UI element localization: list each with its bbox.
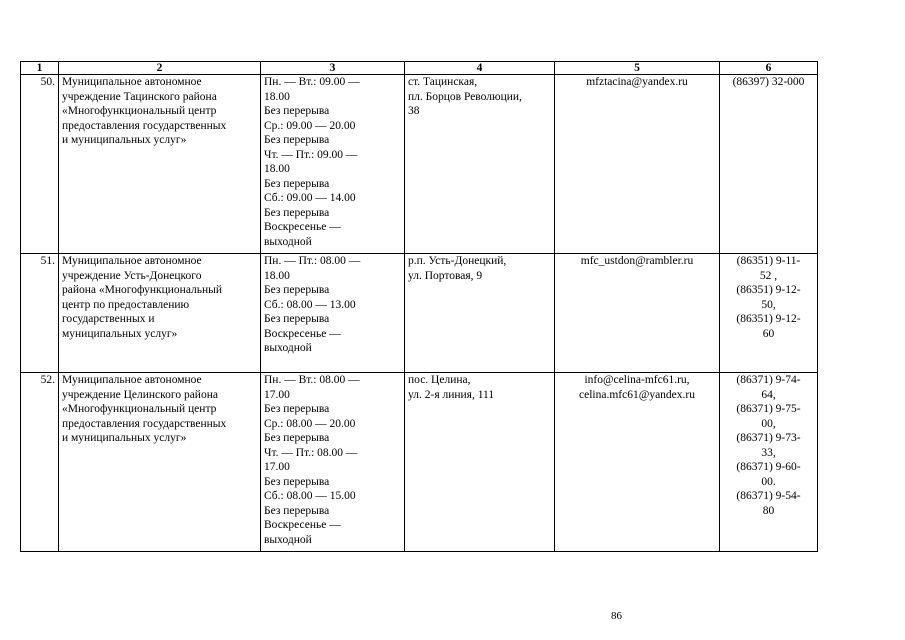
- phone-line: (86371) 9-54-: [736, 490, 801, 502]
- schedule-line: Пн. — Вт.: 09.00 —: [264, 76, 360, 88]
- phone-line: (86351) 9-11-: [736, 255, 801, 267]
- schedule-line: 17.00: [264, 388, 290, 401]
- institution-name-line: учреждение Тацинского района: [62, 90, 217, 103]
- schedule-line: Без перерыва: [264, 313, 330, 325]
- phone-line: (86371) 9-75-: [736, 403, 801, 415]
- schedule-line: Сб.: 09.00 — 14.00: [264, 192, 356, 204]
- schedule-cell: [261, 254, 405, 373]
- address-line: ул. 2-я линия, 111: [408, 388, 495, 401]
- phone-line: 80: [762, 504, 775, 517]
- address-cell: [405, 254, 555, 373]
- column-header: 4: [405, 62, 555, 75]
- mfc-table: [20, 61, 818, 552]
- schedule-line: Без перерыва: [264, 134, 330, 146]
- row-number: 51.: [21, 254, 59, 373]
- schedule-line: Воскресенье —: [264, 519, 341, 531]
- institution-name-line: и муниципальных услуг»: [62, 134, 187, 146]
- phone-cell: [720, 75, 818, 254]
- schedule-line: Пн. — Пт.: 08.00 —: [264, 255, 361, 267]
- phone-line: 50,: [761, 298, 776, 311]
- schedule-line: Без перерыва: [264, 105, 330, 117]
- institution-name-line: Муниципальное автономное: [62, 76, 202, 88]
- row-number: 50.: [21, 75, 59, 254]
- schedule-line: Без перерыва: [264, 432, 330, 444]
- address-cell: [405, 75, 555, 254]
- phone-cell: [720, 373, 818, 552]
- institution-name-cell: [59, 373, 261, 552]
- phone-line: 64,: [761, 388, 776, 401]
- phone-line: (86397) 32-000: [732, 76, 805, 88]
- institution-name-line: Муниципальное автономное: [62, 255, 202, 267]
- email-address: mfc_ustdon@rambler.ru: [580, 255, 694, 267]
- schedule-line: выходной: [264, 533, 312, 546]
- column-header: 2: [59, 62, 261, 75]
- phone-line: (86371) 9-73-: [736, 432, 801, 444]
- schedule-line: выходной: [264, 235, 312, 248]
- address-line: ул. Портовая, 9: [408, 269, 483, 282]
- email-address: info@celina-mfc61.ru,: [584, 374, 690, 386]
- schedule-line: Чт. — Пт.: 08.00 —: [264, 446, 358, 459]
- email-cell: [555, 373, 720, 552]
- phone-line: 00,: [761, 417, 776, 430]
- institution-name-line: муниципальных услуг»: [62, 327, 178, 340]
- phone-line: 00.: [761, 475, 776, 488]
- column-header: 6: [720, 62, 818, 75]
- institution-name-line: и муниципальных услуг»: [62, 432, 187, 444]
- schedule-line: Без перерыва: [264, 475, 330, 488]
- table-row: [21, 254, 818, 373]
- institution-name-line: «Многофункциональный центр: [62, 105, 217, 117]
- column-header: 1: [21, 62, 59, 75]
- institution-name-line: центр по предоставлению: [62, 298, 190, 311]
- table-row: [21, 373, 818, 552]
- schedule-line: Чт. — Пт.: 09.00 —: [264, 148, 358, 161]
- schedule-line: 17.00: [264, 461, 290, 473]
- address-line: пл. Борцов Революции,: [408, 90, 522, 103]
- schedule-cell: [261, 373, 405, 552]
- institution-name-line: района «Многофункциональный: [62, 284, 223, 296]
- schedule-cell: [261, 75, 405, 254]
- institution-name-cell: [59, 75, 261, 254]
- address-line: р.п. Усть-Донецкий,: [408, 255, 507, 267]
- schedule-line: Без перерыва: [264, 403, 330, 415]
- page-number: 86: [611, 610, 622, 622]
- phone-line: 52 ,: [759, 269, 778, 282]
- address-line: ст. Тацинская,: [408, 76, 478, 88]
- header-row: [21, 62, 818, 75]
- email-cell: [555, 254, 720, 373]
- institution-name-line: Муниципальное автономное: [62, 374, 202, 386]
- institution-name-line: «Многофункциональный центр: [62, 403, 217, 415]
- schedule-line: Пн. — Вт.: 08.00 —: [264, 374, 360, 386]
- schedule-line: Воскресенье —: [264, 327, 341, 340]
- phone-line: (86371) 9-74-: [736, 374, 801, 386]
- phone-line: (86351) 9-12-: [736, 313, 801, 325]
- phone-line: (86371) 9-60-: [736, 461, 801, 473]
- schedule-line: 18.00: [264, 269, 290, 282]
- phone-cell: [720, 254, 818, 373]
- institution-name-line: государственных и: [62, 313, 155, 325]
- schedule-line: Сб.: 08.00 — 15.00: [264, 490, 356, 502]
- institution-name-line: предоставления государственных: [62, 119, 227, 132]
- column-header: 3: [261, 62, 405, 75]
- schedule-line: Ср.: 08.00 — 20.00: [264, 417, 356, 430]
- schedule-line: Ср.: 09.00 — 20.00: [264, 119, 356, 132]
- institution-name-line: учреждение Целинского района: [62, 388, 218, 401]
- email-cell: [555, 75, 720, 254]
- institution-name-line: учреждение Усть-Донецкого: [62, 269, 202, 282]
- phone-line: 33,: [761, 446, 776, 459]
- address-line: 38: [408, 105, 420, 117]
- schedule-line: Без перерыва: [264, 177, 330, 190]
- email-address: celina.mfc61@yandex.ru: [579, 388, 695, 401]
- schedule-line: Сб.: 08.00 — 13.00: [264, 298, 356, 311]
- schedule-line: Без перерыва: [264, 284, 330, 296]
- email-address: mfztacina@yandex.ru: [586, 76, 688, 88]
- schedule-line: 18.00: [264, 163, 290, 175]
- schedule-line: Воскресенье —: [264, 221, 341, 233]
- address-cell: [405, 373, 555, 552]
- phone-line: 60: [762, 327, 775, 340]
- institution-name-cell: [59, 254, 261, 373]
- schedule-line: Без перерыва: [264, 504, 330, 517]
- schedule-line: Без перерыва: [264, 206, 330, 219]
- address-line: пос. Целина,: [408, 374, 471, 386]
- table-row: [21, 75, 818, 254]
- institution-name-line: предоставления государственных: [62, 417, 227, 430]
- schedule-line: 18.00: [264, 90, 290, 103]
- column-header: 5: [555, 62, 720, 75]
- row-number: 52.: [21, 373, 59, 552]
- phone-line: (86351) 9-12-: [736, 284, 801, 296]
- schedule-line: выходной: [264, 342, 312, 354]
